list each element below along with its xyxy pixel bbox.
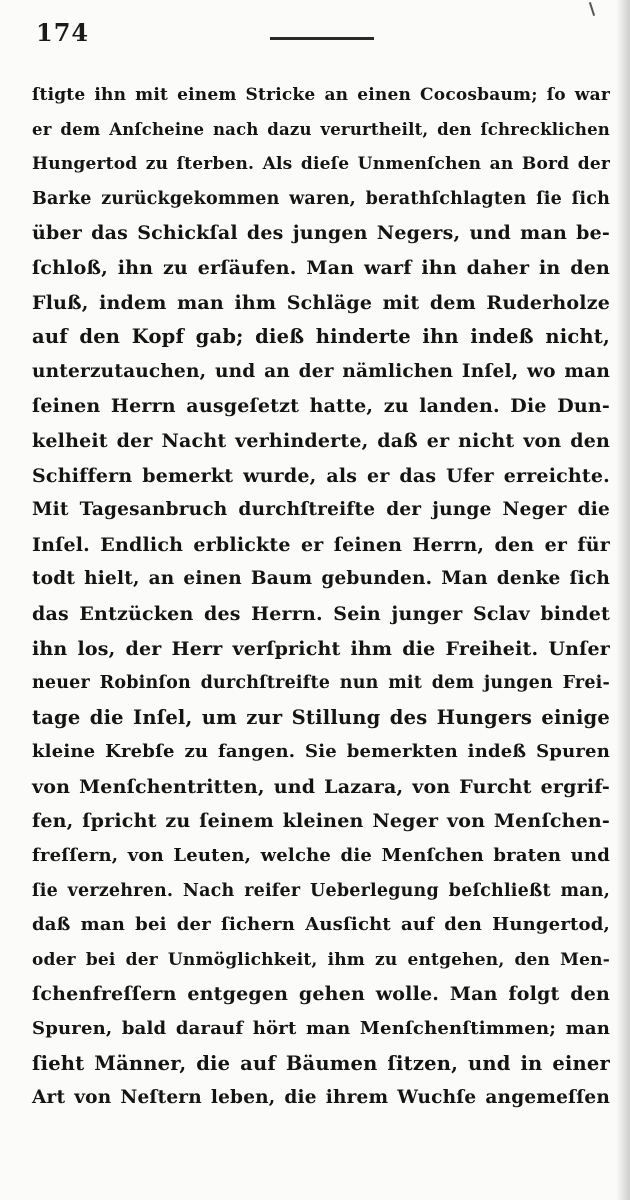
text-line: von Menſchentritten, und Lazara, von Furcht ergrif- xyxy=(32,775,610,798)
text-line: er dem Anſcheine nach dazu verurtheilt, den ſchrecklichen xyxy=(32,119,610,139)
text-line: über das Schickſal des jungen Negers, und man be- xyxy=(32,222,610,245)
text-line: ſchenfreſſern entgegen gehen wolle. Man folgt den xyxy=(32,983,610,1006)
text-line: ſie verzehren. Nach reifer Ueberlegung beſchließt man, xyxy=(32,880,610,901)
page-number: 174 xyxy=(36,18,90,47)
text-line: Hungertod zu ſterben. Als dieſe Unmenſchen an Bord der xyxy=(32,154,610,175)
text-line: ihn los, der Herr verſpricht ihm die Freiheit. Unſer xyxy=(32,637,610,660)
text-line: Schiffern bemerkt wurde, als er das Ufer erreichte. xyxy=(32,464,610,487)
text-line: Spuren, bald darauf hört man Menſchenſtimmen; man xyxy=(32,1018,610,1040)
text-line: kelheit der Nacht verhinderte, daß er nicht von den xyxy=(32,429,610,452)
text-line: Fluß, indem man ihm Schläge mit dem Ruderholze xyxy=(32,291,610,314)
text-line: auf den Kopf gab; dieß hinderte ihn indeß nicht, xyxy=(32,325,610,349)
text-line: ſieht Männer, die auf Bäumen ſitzen, und in einer xyxy=(32,1051,610,1075)
text-line: ſchloß, ihn zu erſäufen. Man warf ihn daher in den xyxy=(32,256,610,279)
text-line: todt hielt, an einen Baum gebunden. Man denke ſich xyxy=(32,568,610,590)
text-line: Barke zurückgekommen waren, berathſchlagten ſie ſich xyxy=(32,188,610,209)
text-line: neuer Robinſon durchſtreifte nun mit dem jungen Frei- xyxy=(32,673,610,694)
text-line: fen, ſpricht zu ſeinem kleinen Neger von Menſchen- xyxy=(32,810,610,833)
text-line: Inſel. Endlich erblickte er ſeinen Herrn, den er für xyxy=(32,533,610,556)
margin-mark xyxy=(589,2,595,16)
text-line: Art von Neſtern leben, die ihrem Wuchſe angemeſſen xyxy=(32,1087,610,1109)
text-line: das Entzücken des Herrn. Sein junger Sclav bindet xyxy=(32,602,610,625)
text-line: ſeinen Herrn ausgeſetzt hatte, zu landen. Die Dun- xyxy=(32,395,610,418)
header-rule xyxy=(270,37,374,40)
text-line: Mit Tagesanbruch durchſtreifte der junge Neger die xyxy=(32,499,610,521)
text-line: kleine Krebſe zu fangen. Sie bemerkten indeß Spuren xyxy=(32,741,610,763)
page-edge-shadow xyxy=(616,0,630,1200)
text-line: oder bei der Unmöglichkeit, ihm zu entgehen, den Men- xyxy=(32,949,610,970)
body-text xyxy=(32,78,610,1116)
text-line: daß man bei der ſichern Ausſicht auf den Hungertod, xyxy=(32,914,610,936)
text-line: unterzutauchen, und an der nämlichen Inſel, wo man xyxy=(32,360,610,382)
text-line: ſtigte ihn mit einem Stricke an einen Cocosbaum; ſo war xyxy=(32,85,610,105)
text-line: tage die Inſel, um zur Stillung des Hungers einige xyxy=(32,705,610,729)
text-line: freſſern, von Leuten, welche die Menſchen braten und xyxy=(32,845,610,867)
